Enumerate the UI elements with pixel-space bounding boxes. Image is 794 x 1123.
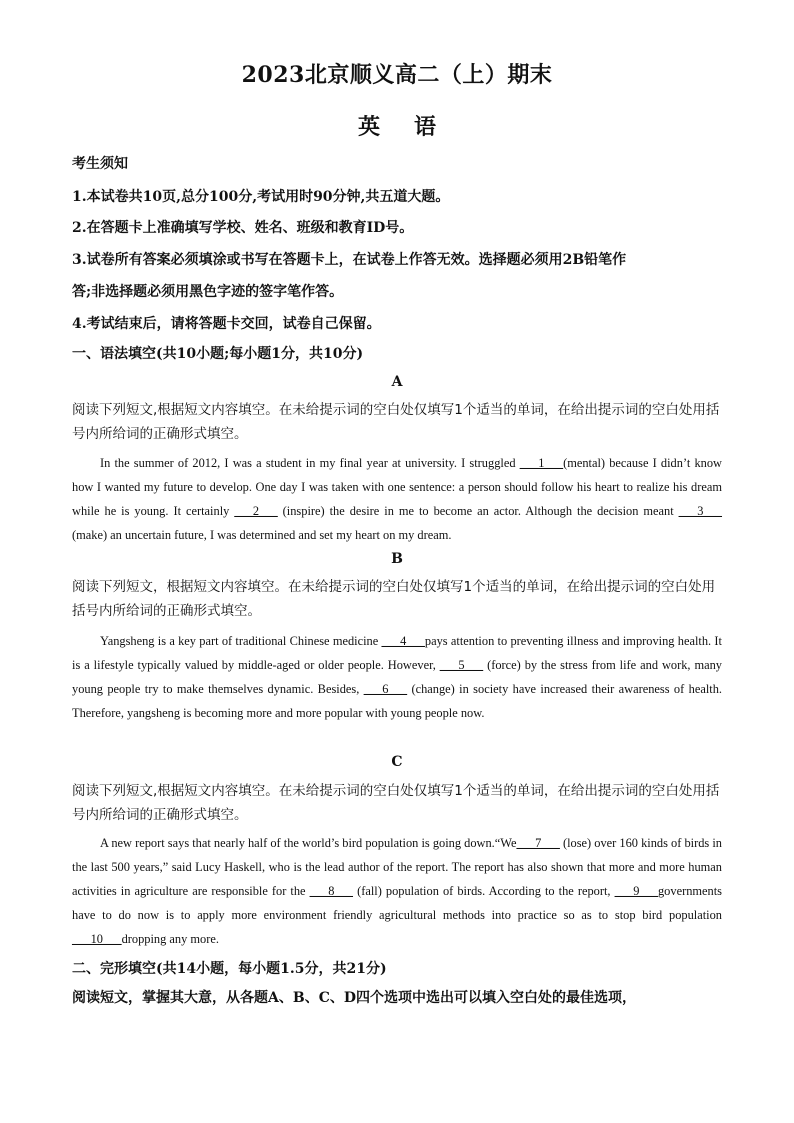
- passage-b-label: B: [391, 551, 403, 567]
- passage-c-seg: (lose) over 160 kinds of birds in the last 500 years,” said Lucy Haskell, who is the lead author of the report. The report has also shown that more and more human activities in agriculture are responsible for the: [72, 836, 722, 898]
- passage-c-seg: A new report says that nearly half of the world’s bird population is going down.“We: [100, 836, 517, 850]
- passage-b-seg: Yangsheng is a key part of traditional Chinese medicine: [100, 634, 382, 648]
- passage-b-seg: pays attention to preventing illness and improving health. It is a lifestyle typically valued by middle-aged or older people. However,: [72, 634, 722, 672]
- passage-b-seg: (change) in society have increased their awareness of health. Therefore, yangsheng is becoming more and more popular with young people now.: [72, 682, 722, 720]
- passage-a-seg: (inspire) the desire in me to become an actor. Although the decision meant: [277, 504, 679, 518]
- passage-c-seg: governments have to do now is to apply more environment friendly agricultural methods into practice so as to stop bird population: [72, 884, 722, 922]
- passage-a-text: [72, 451, 722, 547]
- blank-10: ___10___: [72, 932, 122, 946]
- blank-6: ___6___: [363, 682, 408, 696]
- notice-item-3: 3.试卷所有答案必须填涂或书写在答题卡上，在试卷上作答无效。选择题必须用2B铅笔作: [72, 252, 627, 268]
- notice-item-4: 4.考试结束后，请将答题卡交回，试卷自己保留。: [72, 316, 381, 332]
- passage-a-seg: (mental) because I didn’t know how I wanted my future to develop. One day I was taken with one sentence: a person should follow his heart to realize his dream while he is young. It certainly: [72, 456, 722, 518]
- passage-a-seg: In the summer of 2012, I was a student in my final year at university. I struggled: [100, 456, 520, 470]
- passage-c-instruction: 阅读下列短文,根据短文内容填空。在未给提示词的空白处仅填写1个适当的单词，在给出提示词的空白处用括号内所给词的正确形式填空。: [72, 783, 720, 823]
- blank-1: ___1___: [519, 456, 564, 470]
- blank-8: ___8___: [309, 884, 353, 898]
- passage-c-text: [72, 831, 722, 951]
- passage-a-label: A: [391, 374, 403, 390]
- passage-b-text: [72, 629, 722, 725]
- passage-b-instruction: 阅读下列短文，根据短文内容填空。在未给提示词的空白处仅填写1个适当的单词，在给出提示词的空白处用括号内所给词的正确形式填空。: [72, 579, 716, 619]
- blank-7: ___7___: [516, 836, 560, 850]
- passage-b-seg: (force) by the stress from life and work, many young people try to make themselves dynamic. Besides,: [72, 658, 723, 696]
- blank-2: ___2___: [234, 504, 278, 518]
- blank-3: ___3___: [678, 504, 722, 518]
- subject-title: 英语: [357, 114, 470, 140]
- notice-heading: 考生须知: [72, 156, 128, 172]
- notice-item-2: 2.在答题卡上准确填写学校、姓名、班级和教育ID号。: [72, 220, 414, 236]
- blank-9: ___9___: [614, 884, 658, 898]
- section2-instruction: 阅读短文，掌握其大意，从各题A、B、C、D四个选项中选出可以填入空白处的最佳选项，: [72, 990, 636, 1006]
- passage-c-label: C: [391, 754, 403, 770]
- section1-heading: 一、语法填空(共10小题;每小题1分，共10分): [72, 346, 364, 362]
- section2-heading: 二、完形填空(共14小题，每小题1.5分，共21分): [72, 961, 387, 977]
- blank-4: ___4___: [381, 634, 425, 648]
- passage-a-seg: (make) an uncertain future, I was determined and set my heart on my dream.: [72, 528, 452, 542]
- notice-item-1: 1.本试卷共10页,总分100分,考试用时90分钟,共五道大题。: [72, 189, 450, 205]
- passage-c-seg: (fall) population of birds. According to the report,: [353, 884, 615, 898]
- notice-item-3-cont: 答;非选择题必须用黑色字迹的签字笔作答。: [72, 284, 344, 300]
- page-title: 2023北京顺义高二（上）期末: [241, 62, 553, 88]
- passage-c-seg: dropping any more.: [121, 932, 219, 946]
- passage-a-instruction: 阅读下列短文,根据短文内容填空。在未给提示词的空白处仅填写1个适当的单词，在给出提示词的空白处用括号内所给词的正确形式填空。: [72, 402, 720, 442]
- blank-5: ___5___: [439, 658, 484, 672]
